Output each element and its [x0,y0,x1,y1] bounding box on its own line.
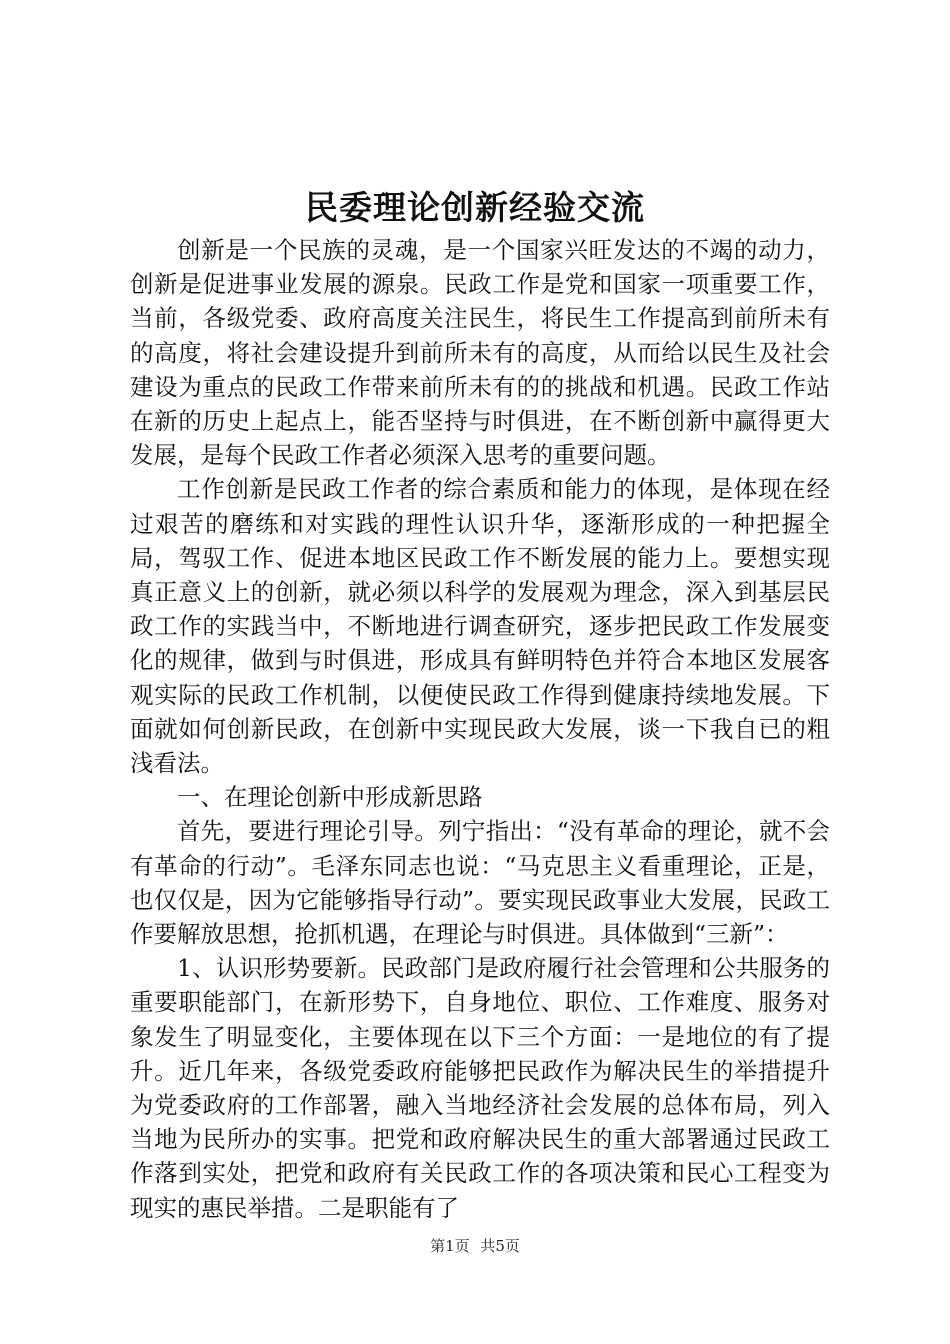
paragraph: 首先，要进行理论引导。列宁指出：“没有革命的理论，就不会有革命的行动”。毛泽东同志也说：“马克思主义看重理论，正是，也仅仅是，因为它能够指导行动”。要实现民政事业大发展，民政工作要解放思想，抢抓机遇，在理论与时俱进。具体做到“三新”： [130,817,830,949]
document-body [130,233,830,1225]
document-title: 民委理论创新经验交流 [305,188,645,227]
paragraph: 创新是一个民族的灵魂，是一个国家兴旺发达的不竭的动力，创新是促进事业发展的源泉。民政工作是党和国家一项重要工作，当前，各级党委、政府高度关注民生，将民生工作提高到前所未有的高度，将社会建设提升到前所未有的高度，从而给以民生及社会建设为重点的民政工作带来前所未有的的挑战和机遇。民政工作站在新的历史上起点上，能否坚持与时俱进，在不断创新中赢得更大发展，是每个民政工作者必须深入思考的重要问题。 [130,236,830,470]
page-footer [0,1236,950,1256]
paragraph: 工作创新是民政工作者的综合素质和能力的体现，是体现在经过艰苦的磨练和对实践的理性认识升华，逐渐形成的一种把握全局，驾驭工作、促进本地区民政工作不断发展的能力上。要想实现真正意义上的创新，就必须以科学的发展观为理念，深入到基层民政工作的实践当中，不断地进行调查研究，逐步把民政工作发展变化的规律，做到与时俱进，形成具有鲜明特色并符合本地区发展客观实际的民政工作机制，以便使民政工作得到健康持续地发展。下面就如何创新民政，在创新中实现民政大发展，谈一下我自已的粗浅看法。 [130,475,830,778]
page-number: 第1页 [430,1237,470,1255]
section-heading: 一、在理论创新中形成新思路 [177,783,483,812]
page-total: 共5页 [480,1237,520,1255]
paragraph: 1、认识形势要新。民政部门是政府履行社会管理和公共服务的重要职能部门，在新形势下，自身地位、职位、工作难度、服务对象发生了明显变化，主要体现在以下三个方面：一是地位的有了提升。近几年来，各级党委政府能够把民政作为解决民生的举措提升为党委政府的工作部署，融入当地经济社会发展的总体布局，列入当地为民所办的实事。把党和政府解决民生的重大部署通过民政工作落到实处，把党和政府有关民政工作的各项决策和民心工程变为现实的惠民举措。二是职能有了 [130,954,830,1222]
